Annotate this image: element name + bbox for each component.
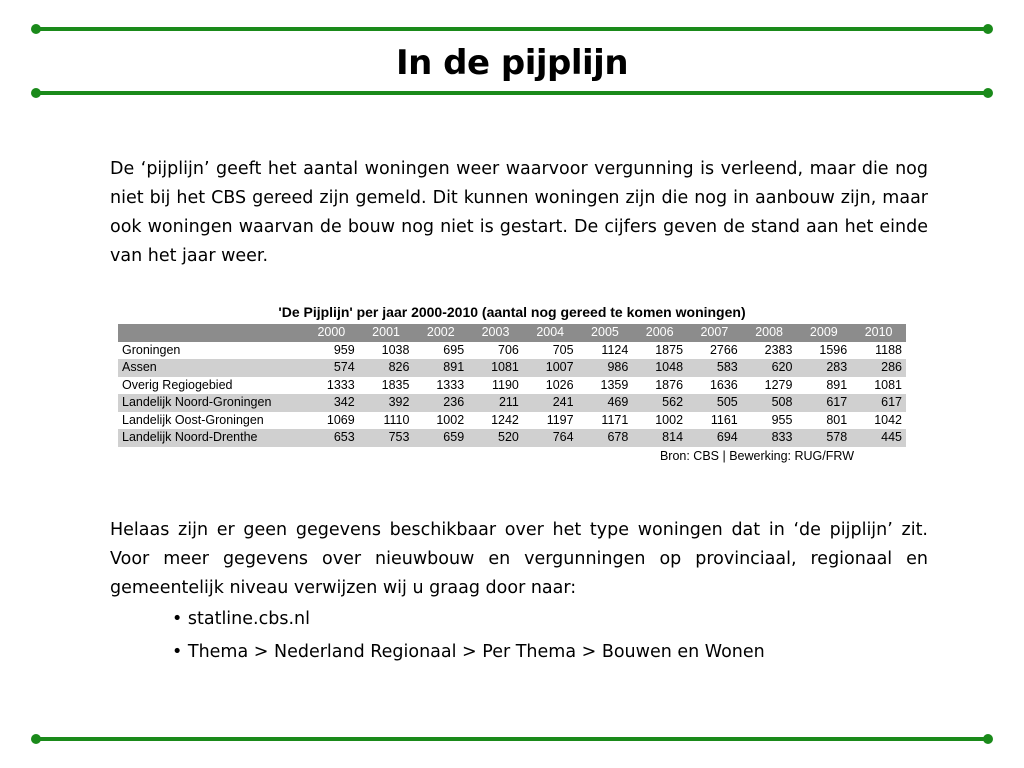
divider-end-dot [983, 734, 993, 744]
year-header: 2007 [687, 324, 742, 342]
table-cell: 283 [796, 359, 851, 377]
table-cell: 1596 [819, 342, 848, 357]
year-header: 2008 [742, 324, 797, 342]
row-label: Overig Regiogebied [122, 377, 233, 392]
divider-end-dot [31, 88, 41, 98]
table-cell: 1190 [491, 377, 519, 392]
year-header: 2005 [578, 324, 633, 342]
table-cell: 1636 [709, 377, 738, 392]
table-cell: 508 [742, 394, 797, 412]
table-cell: 764 [523, 429, 578, 447]
table-cell: 2383 [764, 342, 793, 357]
bottom-divider-line [36, 737, 988, 741]
table-cell: 1002 [655, 412, 684, 427]
table-row [118, 412, 906, 430]
table-cell: 653 [304, 429, 359, 447]
table-row [118, 377, 906, 395]
table-cell: 1188 [875, 342, 902, 357]
table-row [118, 359, 906, 377]
table-cell: 1042 [874, 412, 902, 427]
table-cell: 706 [498, 342, 519, 357]
top-divider-line [36, 27, 988, 31]
year-header: 2000 [304, 324, 359, 342]
table-cell: 1110 [383, 412, 410, 427]
row-label: Assen [118, 359, 304, 377]
table-cell: 241 [523, 394, 578, 412]
table-cell: 695 [443, 342, 465, 357]
table-cell: 578 [796, 429, 851, 447]
table-cell: 2766 [709, 342, 738, 357]
table-cell: 1876 [655, 377, 684, 392]
table-cell: 801 [826, 412, 848, 427]
link-bullet-statline: • statline.cbs.nl [172, 609, 310, 629]
pipeline-table [118, 324, 906, 447]
table-cell: 562 [632, 394, 687, 412]
table-cell: 1242 [491, 412, 519, 427]
table-cell: 814 [632, 429, 687, 447]
table-cell: 986 [578, 359, 633, 377]
table-cell: 955 [771, 412, 793, 427]
year-header: 2004 [523, 324, 578, 342]
divider-end-dot [983, 88, 993, 98]
year-header: 2002 [413, 324, 468, 342]
table-cell: 1359 [600, 377, 629, 392]
pipeline-table-block [118, 302, 906, 465]
table-cell: 1333 [436, 377, 465, 392]
table-cell: 392 [359, 394, 414, 412]
table-row [118, 429, 906, 447]
table-cell: 1002 [436, 412, 465, 427]
year-header: 2006 [632, 324, 687, 342]
divider-end-dot [31, 734, 41, 744]
table-cell: 891 [413, 359, 468, 377]
table-cell: 1048 [632, 359, 687, 377]
table-cell: 505 [687, 394, 742, 412]
table-cell: 617 [851, 394, 906, 412]
table-cell: 753 [359, 429, 414, 447]
table-cell: 1875 [655, 342, 684, 357]
table-cell: 1835 [381, 377, 410, 392]
year-header: 2003 [468, 324, 523, 342]
table-cell: 469 [578, 394, 633, 412]
table-cell: 1171 [601, 412, 629, 427]
table-header-corner [118, 324, 304, 342]
table-cell: 520 [468, 429, 523, 447]
divider-end-dot [983, 24, 993, 34]
table-cell: 705 [552, 342, 574, 357]
table-cell: 678 [578, 429, 633, 447]
table-cell: 694 [687, 429, 742, 447]
table-cell: 1333 [326, 377, 355, 392]
table-cell: 1038 [381, 342, 410, 357]
table-cell: 1026 [545, 377, 574, 392]
table-cell: 236 [413, 394, 468, 412]
table-cell: 445 [851, 429, 906, 447]
table-row [118, 394, 906, 412]
divider-end-dot [31, 24, 41, 34]
table-cell: 574 [304, 359, 359, 377]
year-header: 2009 [796, 324, 851, 342]
row-label: Groningen [122, 342, 181, 357]
table-header-row [118, 324, 906, 342]
table-cell: 1081 [874, 377, 902, 392]
row-label: Landelijk Oost-Groningen [122, 412, 264, 427]
table-cell: 891 [826, 377, 848, 392]
table-cell: 659 [413, 429, 468, 447]
table-source-note: Bron: CBS | Bewerking: RUG/FRW [659, 448, 854, 463]
table-cell: 583 [687, 359, 742, 377]
table-cell: 342 [304, 394, 359, 412]
row-label: Landelijk Noord-Drenthe [118, 429, 304, 447]
year-header: 2010 [851, 324, 906, 342]
table-cell: 617 [796, 394, 851, 412]
table-cell: 1279 [764, 377, 793, 392]
year-header: 2001 [359, 324, 414, 342]
intro-paragraph: De ‘pijplijn’ geeft het aantal woningen weer waarvoor vergunning is verleend, maar die nog niet bij het CBS gereed zijn gemeld. Dit kunnen woningen zijn die nog in aanbouw zijn, maar ook woningen waarvan de bouw nog niet is gestart. De cijfers geven de stand aan het einde van het jaar weer. [110, 159, 928, 266]
table-cell: 1197 [546, 412, 574, 427]
title-divider-line [36, 91, 988, 95]
table-cell: 1161 [710, 412, 738, 427]
table-cell: 286 [851, 359, 906, 377]
table-row [118, 342, 906, 360]
table-cell: 959 [333, 342, 355, 357]
table-cell: 1124 [601, 342, 629, 357]
table-cell: 826 [359, 359, 414, 377]
table-title: 'De Pijplijn' per jaar 2000-2010 (aantal nog gereed te komen woningen) [278, 304, 746, 320]
table-cell: 1081 [468, 359, 523, 377]
table-cell: 1007 [523, 359, 578, 377]
link-bullet-theme-path: • Thema > Nederland Regionaal > Per Thema > Bouwen en Wonen [172, 642, 765, 662]
table-cell: 620 [742, 359, 797, 377]
table-cell: 211 [468, 394, 523, 412]
table-cell: 833 [742, 429, 797, 447]
row-label: Landelijk Noord-Groningen [118, 394, 304, 412]
slide-title: In de pijplijn [395, 43, 629, 83]
outro-paragraph: Helaas zijn er geen gegevens beschikbaar over het type woningen dat in ‘de pijplijn’ zit. Voor meer gegevens over nieuwbouw en vergunningen op provinciaal, regionaal en gemeentelijk niveau verwijzen wij u graag door naar: [110, 520, 928, 598]
table-cell: 1069 [326, 412, 355, 427]
